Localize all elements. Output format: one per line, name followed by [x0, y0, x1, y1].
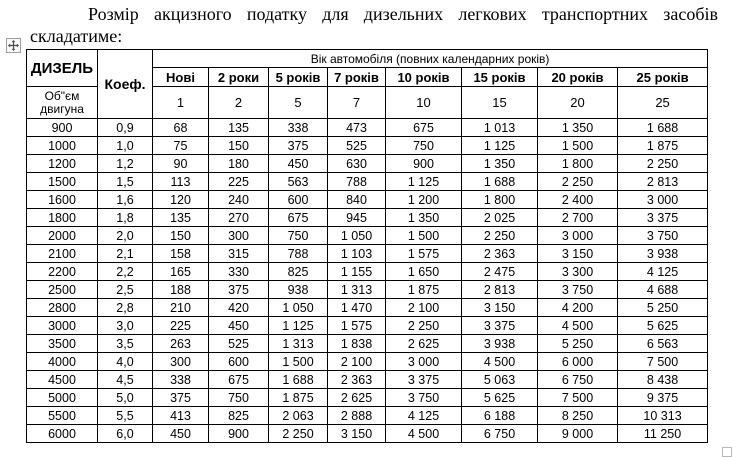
- tax-value-cell: 113: [153, 173, 209, 191]
- engine-volume-cell: 4000: [27, 353, 98, 371]
- tax-value-cell: 945: [328, 209, 386, 227]
- title-line-1: Розмір акцизного податку для дизельних легкових транспортних засобів: [88, 4, 718, 24]
- engine-volume-cell: 5000: [27, 389, 98, 407]
- table-row: [27, 119, 708, 137]
- tax-value-cell: 9 375: [618, 389, 708, 407]
- tax-value-cell: 600: [269, 191, 328, 209]
- tax-value-cell: 750: [386, 137, 462, 155]
- column-header-age: 15 років: [462, 68, 538, 87]
- coef-cell: 2,2: [98, 263, 153, 281]
- tax-value-cell: 4 500: [462, 353, 538, 371]
- tax-value-cell: 825: [209, 407, 269, 425]
- column-header-age: Нові: [153, 68, 209, 87]
- coef-cell: 1,8: [98, 209, 153, 227]
- tax-value-cell: 1 125: [269, 317, 328, 335]
- tax-value-cell: 7 500: [618, 353, 708, 371]
- tax-value-cell: 375: [269, 137, 328, 155]
- tax-value-cell: 2 250: [618, 155, 708, 173]
- tax-value-cell: 1 875: [618, 137, 708, 155]
- tax-value-cell: 2 363: [462, 245, 538, 263]
- tax-value-cell: 450: [153, 425, 209, 443]
- document-title: [30, 3, 718, 47]
- tax-value-cell: 1 200: [386, 191, 462, 209]
- tax-value-cell: 3 000: [386, 353, 462, 371]
- column-header-age: 2 роки: [209, 68, 269, 87]
- tax-value-cell: 4 500: [538, 317, 618, 335]
- tax-value-cell: 1 500: [269, 353, 328, 371]
- table-row: [27, 245, 708, 263]
- tax-value-cell: 3 938: [462, 335, 538, 353]
- tax-value-cell: 1 050: [269, 299, 328, 317]
- tax-value-cell: 1 575: [386, 245, 462, 263]
- tax-value-cell: 675: [209, 371, 269, 389]
- tax-value-cell: 413: [153, 407, 209, 425]
- tax-value-cell: 1 875: [269, 389, 328, 407]
- tax-value-cell: 3 750: [618, 227, 708, 245]
- engine-volume-cell: 4500: [27, 371, 98, 389]
- age-year-cell: 10: [386, 87, 462, 119]
- tax-value-cell: 338: [269, 119, 328, 137]
- tax-value-cell: 8 250: [538, 407, 618, 425]
- tax-value-cell: 180: [209, 155, 269, 173]
- tax-value-cell: 1 050: [328, 227, 386, 245]
- header-row-age-group: [27, 50, 708, 68]
- tax-value-cell: 1 313: [328, 281, 386, 299]
- coef-cell: 2,8: [98, 299, 153, 317]
- move-arrows-icon: [8, 40, 19, 51]
- tax-value-cell: 150: [153, 227, 209, 245]
- tax-value-cell: 225: [153, 317, 209, 335]
- engine-volume-cell: 3500: [27, 335, 98, 353]
- tax-value-cell: 1 800: [462, 191, 538, 209]
- table-row: [27, 263, 708, 281]
- coef-cell: 2,0: [98, 227, 153, 245]
- engine-volume-header: Об"єм двигуна: [27, 87, 98, 119]
- column-header-age: 5 років: [269, 68, 328, 87]
- tax-value-cell: 750: [269, 227, 328, 245]
- tax-value-cell: 938: [269, 281, 328, 299]
- tax-value-cell: 1 470: [328, 299, 386, 317]
- engine-volume-cell: 1000: [27, 137, 98, 155]
- coef-cell: 6,0: [98, 425, 153, 443]
- tax-value-cell: 630: [328, 155, 386, 173]
- tax-value-cell: 3 938: [618, 245, 708, 263]
- tax-value-cell: 375: [153, 389, 209, 407]
- column-header-age: 7 років: [328, 68, 386, 87]
- tax-value-cell: 1 800: [538, 155, 618, 173]
- tax-value-cell: 2 250: [462, 227, 538, 245]
- tax-value-cell: 5 250: [618, 299, 708, 317]
- tax-value-cell: 2 700: [538, 209, 618, 227]
- tax-value-cell: 1 650: [386, 263, 462, 281]
- tax-value-cell: 900: [209, 425, 269, 443]
- column-header-age: 25 років: [618, 68, 708, 87]
- tax-value-cell: 10 313: [618, 407, 708, 425]
- tax-value-cell: 150: [209, 137, 269, 155]
- tax-value-cell: 6 188: [462, 407, 538, 425]
- engine-volume-cell: 5500: [27, 407, 98, 425]
- tax-value-cell: 3 375: [386, 371, 462, 389]
- tax-value-cell: 338: [153, 371, 209, 389]
- tax-value-cell: 3 000: [618, 191, 708, 209]
- engine-volume-cell: 3000: [27, 317, 98, 335]
- tax-value-cell: 135: [153, 209, 209, 227]
- tax-value-cell: 240: [209, 191, 269, 209]
- tax-value-cell: 2 100: [328, 353, 386, 371]
- tax-value-cell: 2 025: [462, 209, 538, 227]
- tax-value-cell: 1 350: [538, 119, 618, 137]
- coef-cell: 1,2: [98, 155, 153, 173]
- tax-value-cell: 4 125: [618, 263, 708, 281]
- tax-value-cell: 1 688: [269, 371, 328, 389]
- tax-value-cell: 6 000: [538, 353, 618, 371]
- title-line-2: складатиме:: [30, 26, 123, 46]
- tax-value-cell: 2 063: [269, 407, 328, 425]
- tax-value-cell: 4 688: [618, 281, 708, 299]
- coef-cell: 5,0: [98, 389, 153, 407]
- tax-value-cell: 825: [269, 263, 328, 281]
- tax-value-cell: 6 563: [618, 335, 708, 353]
- tax-value-cell: 1 688: [462, 173, 538, 191]
- engine-volume-cell: 900: [27, 119, 98, 137]
- table-row: [27, 425, 708, 443]
- tax-value-cell: 788: [269, 245, 328, 263]
- coef-cell: 3,5: [98, 335, 153, 353]
- tax-value-cell: 1 500: [386, 227, 462, 245]
- table-row: [27, 407, 708, 425]
- age-year-cell: 25: [618, 87, 708, 119]
- coef-cell: 4,5: [98, 371, 153, 389]
- tax-value-cell: 188: [153, 281, 209, 299]
- coef-cell: 0,9: [98, 119, 153, 137]
- table-row: [27, 191, 708, 209]
- table-row: [27, 155, 708, 173]
- tax-value-cell: 1 155: [328, 263, 386, 281]
- tax-value-cell: 263: [153, 335, 209, 353]
- tax-value-cell: 1 103: [328, 245, 386, 263]
- tax-value-cell: 8 438: [618, 371, 708, 389]
- age-year-cell: 5: [269, 87, 328, 119]
- tax-value-cell: 7 500: [538, 389, 618, 407]
- tax-value-cell: 5 625: [618, 317, 708, 335]
- tax-value-cell: 2 250: [538, 173, 618, 191]
- tax-value-cell: 3 150: [462, 299, 538, 317]
- engine-volume-cell: 1200: [27, 155, 98, 173]
- tax-value-cell: 473: [328, 119, 386, 137]
- tax-value-cell: 3 150: [538, 245, 618, 263]
- tax-value-cell: 2 250: [269, 425, 328, 443]
- tax-value-cell: 75: [153, 137, 209, 155]
- tax-value-cell: 420: [209, 299, 269, 317]
- engine-volume-cell: 2200: [27, 263, 98, 281]
- tax-value-cell: 4 500: [386, 425, 462, 443]
- table-row: [27, 353, 708, 371]
- tax-value-cell: 210: [153, 299, 209, 317]
- tax-value-cell: 11 250: [618, 425, 708, 443]
- tax-value-cell: 9 000: [538, 425, 618, 443]
- tax-value-cell: 2 625: [386, 335, 462, 353]
- excise-tax-table: [26, 49, 708, 443]
- engine-volume-cell: 2800: [27, 299, 98, 317]
- tax-value-cell: 840: [328, 191, 386, 209]
- tax-value-cell: 6 750: [462, 425, 538, 443]
- engine-volume-cell: 1600: [27, 191, 98, 209]
- coef-column-header: Коеф.: [98, 50, 153, 119]
- tax-value-cell: 2 625: [328, 389, 386, 407]
- tax-value-cell: 3 375: [618, 209, 708, 227]
- table-move-handle[interactable]: [6, 38, 21, 53]
- coef-cell: 5,5: [98, 407, 153, 425]
- tax-value-cell: 2 100: [386, 299, 462, 317]
- coef-cell: 1,6: [98, 191, 153, 209]
- tax-value-cell: 563: [269, 173, 328, 191]
- table-row: [27, 299, 708, 317]
- fuel-type-header: ДИЗЕЛЬ: [27, 50, 98, 87]
- tax-value-cell: 675: [269, 209, 328, 227]
- tax-value-cell: 315: [209, 245, 269, 263]
- tax-value-cell: 5 063: [462, 371, 538, 389]
- tax-value-cell: 330: [209, 263, 269, 281]
- table-row: [27, 137, 708, 155]
- coef-cell: 2,1: [98, 245, 153, 263]
- column-header-age: 20 років: [538, 68, 618, 87]
- tax-value-cell: 158: [153, 245, 209, 263]
- tax-value-cell: 1 350: [462, 155, 538, 173]
- tax-value-cell: 1 125: [386, 173, 462, 191]
- tax-value-cell: 1 838: [328, 335, 386, 353]
- coef-cell: 1,0: [98, 137, 153, 155]
- engine-volume-cell: 2000: [27, 227, 98, 245]
- tax-value-cell: 2 888: [328, 407, 386, 425]
- tax-value-cell: 525: [209, 335, 269, 353]
- age-year-cell: 20: [538, 87, 618, 119]
- tax-value-cell: 450: [269, 155, 328, 173]
- tax-value-cell: 1 688: [618, 119, 708, 137]
- tax-value-cell: 1 350: [386, 209, 462, 227]
- tax-value-cell: 1 875: [386, 281, 462, 299]
- engine-volume-cell: 1500: [27, 173, 98, 191]
- tax-value-cell: 3 150: [328, 425, 386, 443]
- table-row: [27, 227, 708, 245]
- table-row: [27, 335, 708, 353]
- tax-value-cell: 300: [209, 227, 269, 245]
- table-resize-handle[interactable]: [722, 447, 732, 457]
- tax-value-cell: 4 125: [386, 407, 462, 425]
- tax-value-cell: 2 250: [386, 317, 462, 335]
- coef-cell: 3,0: [98, 317, 153, 335]
- age-year-cell: 7: [328, 87, 386, 119]
- tax-value-cell: 2 813: [618, 173, 708, 191]
- tax-value-cell: 90: [153, 155, 209, 173]
- table-row: [27, 209, 708, 227]
- tax-value-cell: 1 125: [462, 137, 538, 155]
- tax-value-cell: 450: [209, 317, 269, 335]
- tax-value-cell: 3 750: [386, 389, 462, 407]
- tax-value-cell: 2 400: [538, 191, 618, 209]
- tax-value-cell: 2 363: [328, 371, 386, 389]
- tax-value-cell: 2 475: [462, 263, 538, 281]
- column-header-age: 10 років: [386, 68, 462, 87]
- table-row: [27, 371, 708, 389]
- tax-value-cell: 3 000: [538, 227, 618, 245]
- tax-value-cell: 165: [153, 263, 209, 281]
- tax-value-cell: 375: [209, 281, 269, 299]
- coef-cell: 2,5: [98, 281, 153, 299]
- table-row: [27, 173, 708, 191]
- engine-volume-cell: 1800: [27, 209, 98, 227]
- tax-value-cell: 5 625: [462, 389, 538, 407]
- tax-value-cell: 5 250: [538, 335, 618, 353]
- tax-value-cell: 68: [153, 119, 209, 137]
- tax-value-cell: 6 750: [538, 371, 618, 389]
- tax-value-cell: 3 300: [538, 263, 618, 281]
- tax-value-cell: 300: [153, 353, 209, 371]
- age-year-cell: 2: [209, 87, 269, 119]
- table-row: [27, 389, 708, 407]
- tax-value-cell: 900: [386, 155, 462, 173]
- tax-value-cell: 225: [209, 173, 269, 191]
- tax-value-cell: 2 813: [462, 281, 538, 299]
- table-row: [27, 317, 708, 335]
- tax-value-cell: 270: [209, 209, 269, 227]
- tax-value-cell: 788: [328, 173, 386, 191]
- age-year-cell: 15: [462, 87, 538, 119]
- tax-value-cell: 1 575: [328, 317, 386, 335]
- tax-value-cell: 1 500: [538, 137, 618, 155]
- tax-value-cell: 675: [386, 119, 462, 137]
- document-page: [0, 3, 744, 457]
- age-group-header: Вік автомобіля (повних календарних років): [153, 50, 708, 68]
- tax-value-cell: 4 200: [538, 299, 618, 317]
- coef-cell: 4,0: [98, 353, 153, 371]
- coef-cell: 1,5: [98, 173, 153, 191]
- engine-volume-cell: 2100: [27, 245, 98, 263]
- tax-value-cell: 1 013: [462, 119, 538, 137]
- tax-value-cell: 120: [153, 191, 209, 209]
- table-row: [27, 281, 708, 299]
- engine-volume-cell: 2500: [27, 281, 98, 299]
- tax-value-cell: 3 750: [538, 281, 618, 299]
- tax-value-cell: 600: [209, 353, 269, 371]
- tax-value-cell: 1 313: [269, 335, 328, 353]
- age-year-cell: 1: [153, 87, 209, 119]
- tax-value-cell: 3 375: [462, 317, 538, 335]
- tax-value-cell: 135: [209, 119, 269, 137]
- tax-value-cell: 750: [209, 389, 269, 407]
- engine-volume-cell: 6000: [27, 425, 98, 443]
- tax-value-cell: 525: [328, 137, 386, 155]
